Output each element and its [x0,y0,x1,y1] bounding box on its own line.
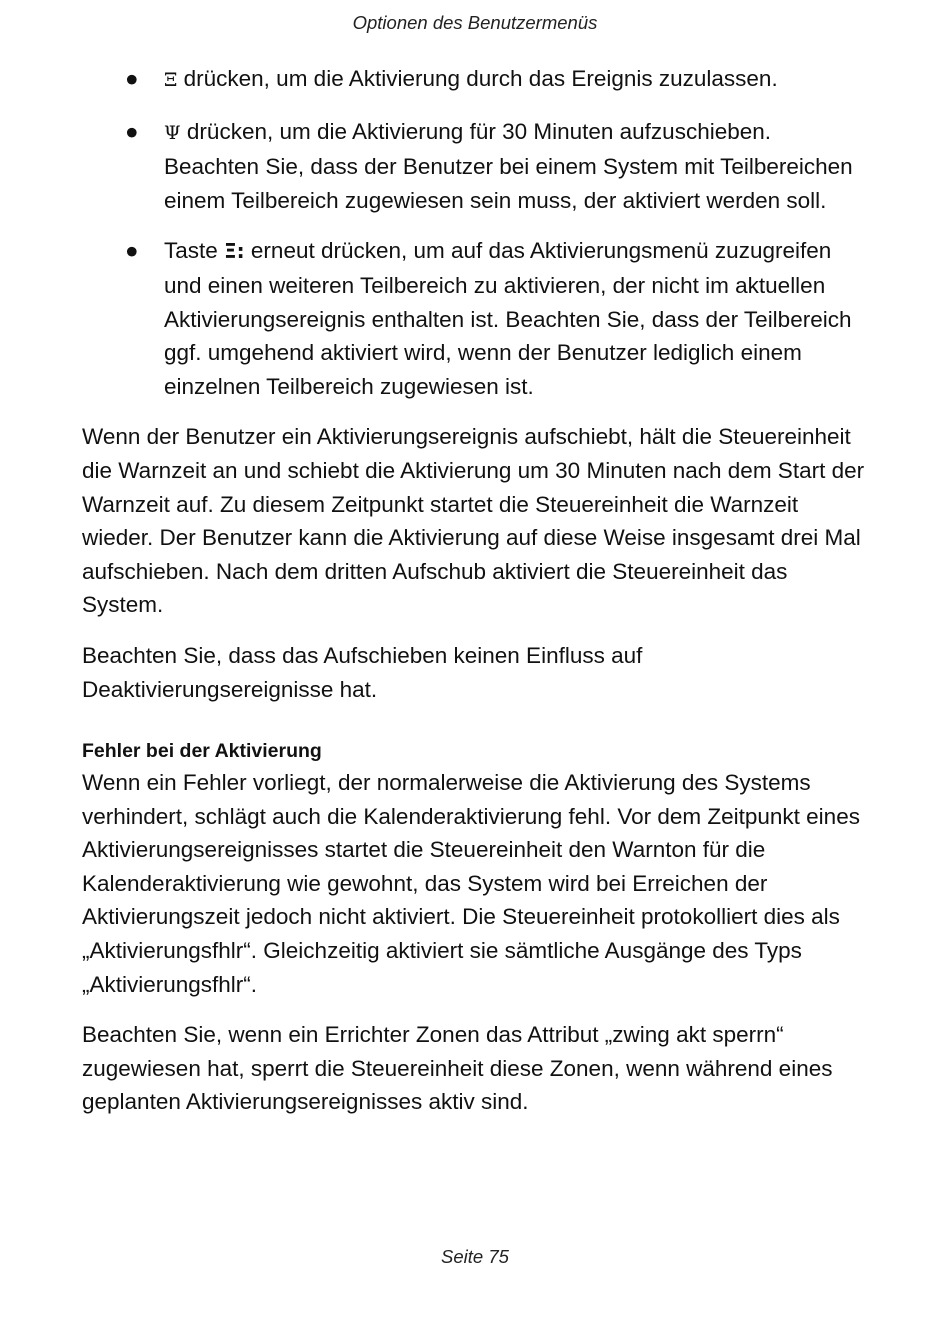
bullet-icon: ● [125,66,139,91]
body-paragraph: Wenn ein Fehler vorliegt, der normalerweise die Aktivierung des Systems verhindert, schlägt auch die Kalenderaktivierung fehl. Vor dem Zeitpunkt eines Aktivierungsereignisses startet die Steuereinheit den Warnton für die Kalenderaktivierung wie gewohnt, das System wird bei Erreichen der Aktivierungszeit jedoch nicht aktiviert. Die Steuereinheit protokolliert dies als „Aktivierungsfhlr“. Gleichzeitig aktiviert sie sämtliche Ausgänge des Typs „Aktivierungsfhlr“. [82,770,860,997]
list-item [82,62,872,98]
body-paragraph: Beachten Sie, dass das Aufschieben keinen Einfluss auf Deaktivierungsereignisse hat. [82,642,643,702]
list-item-text: drücken, um die Aktivierung für 30 Minuten aufzuschieben. Beachten Sie, dass der Benutzer bei einem System mit Teilbereichen einem Teilbereich zugewiesen sein muss, der aktiviert werden soll. [164,118,853,213]
list-item-prefix: Taste [164,238,225,264]
body-paragraph: Wenn der Benutzer ein Aktivierungsereignis aufschiebt, hält die Steuereinheit die Warnzeit an und schiebt die Aktivierung um 30 Minuten nach dem Start der Warnzeit auf. Zu diesem Zeitpunkt startet die Steuereinheit die Warnzeit wieder. Der Benutzer kann die Aktivierung auf diese Weise insgesamt drei Mal aufschieben. Nach dem dritten Aufschub aktiviert die Steuereinheit das System. [82,424,865,618]
list-item-text: drücken, um die Aktivierung durch das Ereignis zuzulassen. [177,66,778,91]
xi-key-icon: Ξ [164,69,178,91]
page-number: Seite 75 [441,1246,509,1267]
list-item-text: erneut drücken, um auf das Aktivierungsmenü zuzugreifen und einen weiteren Teilbereich zu aktivieren, der nicht im aktuellen Aktivierungsereignis enthalten ist. Beachten Sie, dass der Teilbereich ggf. umgehend aktiviert wird, wenn der Benutzer lediglich einem einzelnen Teilbereich zugewiesen ist. [164,238,852,399]
bullet-icon: ● [125,238,139,264]
list-item [82,115,872,218]
document-body [82,62,872,1136]
list-item [82,234,872,403]
body-paragraph: Beachten Sie, wenn ein Errichter Zonen das Attribut „zwing akt sperrn“ zugewiesen hat, sperrt die Steuereinheit diese Zonen, wenn während eines geplanten Aktivierungsereignisses aktiv sind. [82,1022,833,1115]
bullet-icon: ● [125,118,139,144]
psi-key-icon: Ψ [164,121,181,144]
bullet-list [82,62,872,403]
page-header: Optionen des Benutzermenüs [352,12,598,33]
section-heading: Fehler bei der Aktivierung [82,740,322,763]
menu-key-icon: Ξ: [224,239,245,264]
